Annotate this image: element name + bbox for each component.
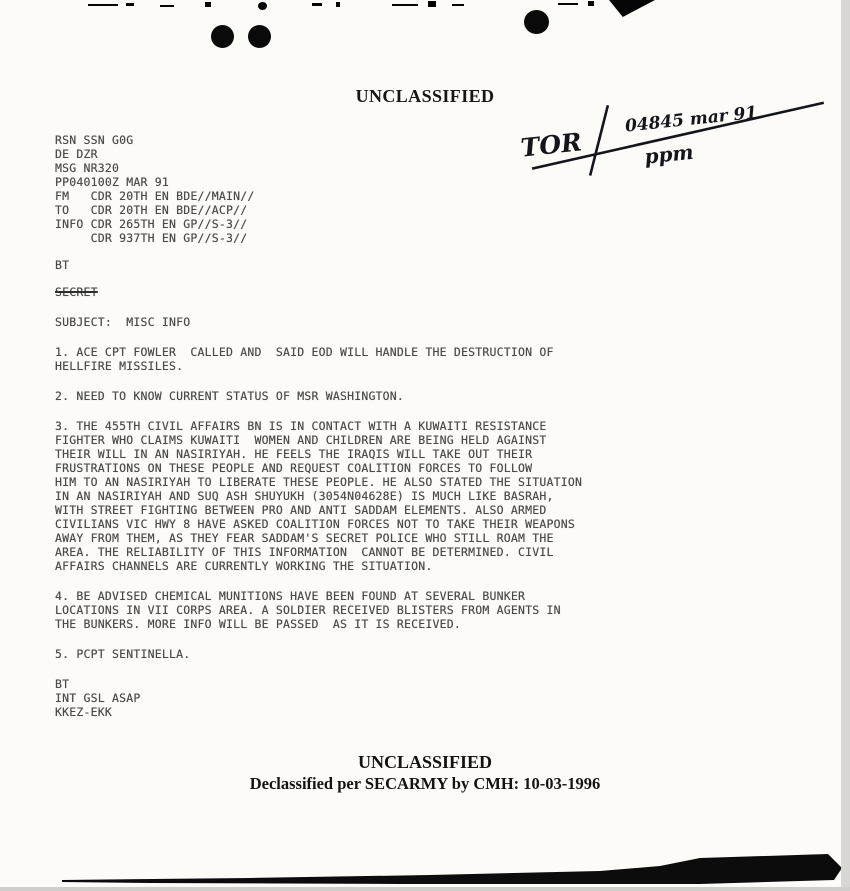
- message-line: MSG NR320: [55, 161, 120, 175]
- message-line: TO CDR 20TH EN BDE//ACP//: [55, 203, 248, 217]
- message-line: 1. ACE CPT FOWLER CALLED AND SAID EOD WILL HANDLE THE DESTRUCTION OF: [55, 345, 554, 359]
- scan-artifact: [452, 4, 464, 6]
- top-classification: UNCLASSIFIED: [355, 86, 495, 106]
- scan-artifact: [88, 4, 118, 6]
- message-line: 4. BE ADVISED CHEMICAL MUNITIONS HAVE BEEN FOUND AT SEVERAL BUNKER: [55, 589, 526, 603]
- declassified-stamp: Declassified per SECARMY by CMH: 10-03-1996: [249, 774, 601, 793]
- message-line: RSN SSN G0G: [55, 133, 134, 147]
- message-line: CIVILIANS VIC HWY 8 HAVE ASKED COALITION FORCES NOT TO TAKE THEIR WEAPONS: [55, 517, 576, 531]
- message-line: 5. PCPT SENTINELLA.: [55, 647, 191, 661]
- message-paragraph: [55, 589, 582, 631]
- message-line: AFFAIRS CHANNELS ARE CURRENTLY WORKING THE SITUATION.: [55, 559, 433, 573]
- scan-artifact: [428, 1, 436, 7]
- scan-artifact: [126, 3, 134, 6]
- handwriting-slash-stroke: [583, 105, 615, 175]
- message-line: WITH STREET FIGHTING BETWEEN PRO AND ANTI SADDAM ELEMENTS. ALSO ARMED: [55, 503, 547, 517]
- message-line: 3. THE 455TH CIVIL AFFAIRS BN IS IN CONTACT WITH A KUWAITI RESISTANCE: [55, 419, 547, 433]
- punch-hole: [211, 25, 234, 48]
- scan-edge-right: [841, 0, 850, 891]
- message-body: [55, 133, 582, 719]
- message-line: AWAY FROM THEM, AS THEY FEAR SADDAM'S SECRET POLICE WHO STILL ROAM THE: [55, 531, 554, 545]
- message-line: HIM TO AN NASIRIYAH TO LIBERATE THESE PEOPLE. HE ALSO STATED THE SITUATION: [55, 475, 583, 489]
- scan-edge-bottom: [0, 887, 850, 891]
- subject-line: SUBJECT: MISC INFO: [55, 315, 191, 329]
- scan-artifact: [558, 3, 578, 5]
- handwriting-initials: ppm: [643, 139, 695, 169]
- struck-classification: SECRET: [55, 285, 98, 299]
- message-line: THE BUNKERS. MORE INFO WILL BE PASSED AS IT IS RECEIVED.: [55, 617, 462, 631]
- message-line: FM CDR 20TH EN BDE//MAIN//: [55, 189, 255, 203]
- message-line: INT GSL ASAP: [55, 691, 141, 705]
- message-line: PP040100Z MAR 91: [55, 175, 169, 189]
- scan-artifact: [312, 3, 322, 6]
- message-line: FIGHTER WHO CLAIMS KUWAITI WOMEN AND CHILDREN ARE BEING HELD AGAINST: [55, 433, 547, 447]
- message-line: FRUSTRATIONS ON THESE PEOPLE AND REQUEST COALITION FORCES TO FOLLOW: [55, 461, 533, 475]
- scan-artifact: [258, 2, 267, 10]
- handwriting-date: 04845 mar 91: [624, 102, 759, 137]
- scan-artifact: [588, 1, 594, 6]
- scan-artifact: [336, 2, 340, 7]
- message-line: THEIR WILL IN AN NASIRIYAH. HE FEELS THE IRAQIS WILL TAKE OUT THEIR: [55, 447, 533, 461]
- message-line: LOCATIONS IN VII CORPS AREA. A SOLDIER RECEIVED BLISTERS FROM AGENTS IN: [55, 603, 561, 617]
- message-line: BT: [55, 258, 70, 272]
- message-line: KKEZ-EKK: [55, 705, 112, 719]
- torn-edge-shape: [62, 854, 842, 884]
- message-paragraph: [55, 647, 582, 661]
- message-line: INFO CDR 265TH EN GP//S-3//: [55, 217, 248, 231]
- message-paragraph: [55, 389, 582, 403]
- message-line: 2. NEED TO KNOW CURRENT STATUS OF MSR WASHINGTON.: [55, 389, 405, 403]
- scan-artifact: [205, 2, 211, 7]
- message-line: CDR 937TH EN GP//S-3//: [55, 231, 248, 245]
- punch-hole: [248, 25, 271, 48]
- message-line: BT: [55, 677, 70, 691]
- message-paragraph: [55, 677, 582, 719]
- message-line: AREA. THE RELIABILITY OF THIS INFORMATION CANNOT BE DETERMINED. CIVIL: [55, 545, 554, 559]
- message-line: DE DZR: [55, 147, 98, 161]
- punch-hole: [524, 10, 549, 34]
- bottom-classification: UNCLASSIFIED: [357, 752, 493, 772]
- message-paragraph: [55, 419, 582, 573]
- message-paragraph: [55, 345, 582, 373]
- scan-artifact: [392, 4, 418, 6]
- message-line: IN AN NASIRIYAH AND SUQ ASH SHUYUKH (3054N04628E) IS MUCH LIKE BASRAH,: [55, 489, 554, 503]
- handwriting-tor: TOR: [519, 127, 584, 163]
- torn-bottom-edge: [0, 852, 850, 891]
- torn-corner-mark: [609, 0, 655, 17]
- scan-artifact: [160, 5, 174, 7]
- message-line: HELLFIRE MISSILES.: [55, 359, 184, 373]
